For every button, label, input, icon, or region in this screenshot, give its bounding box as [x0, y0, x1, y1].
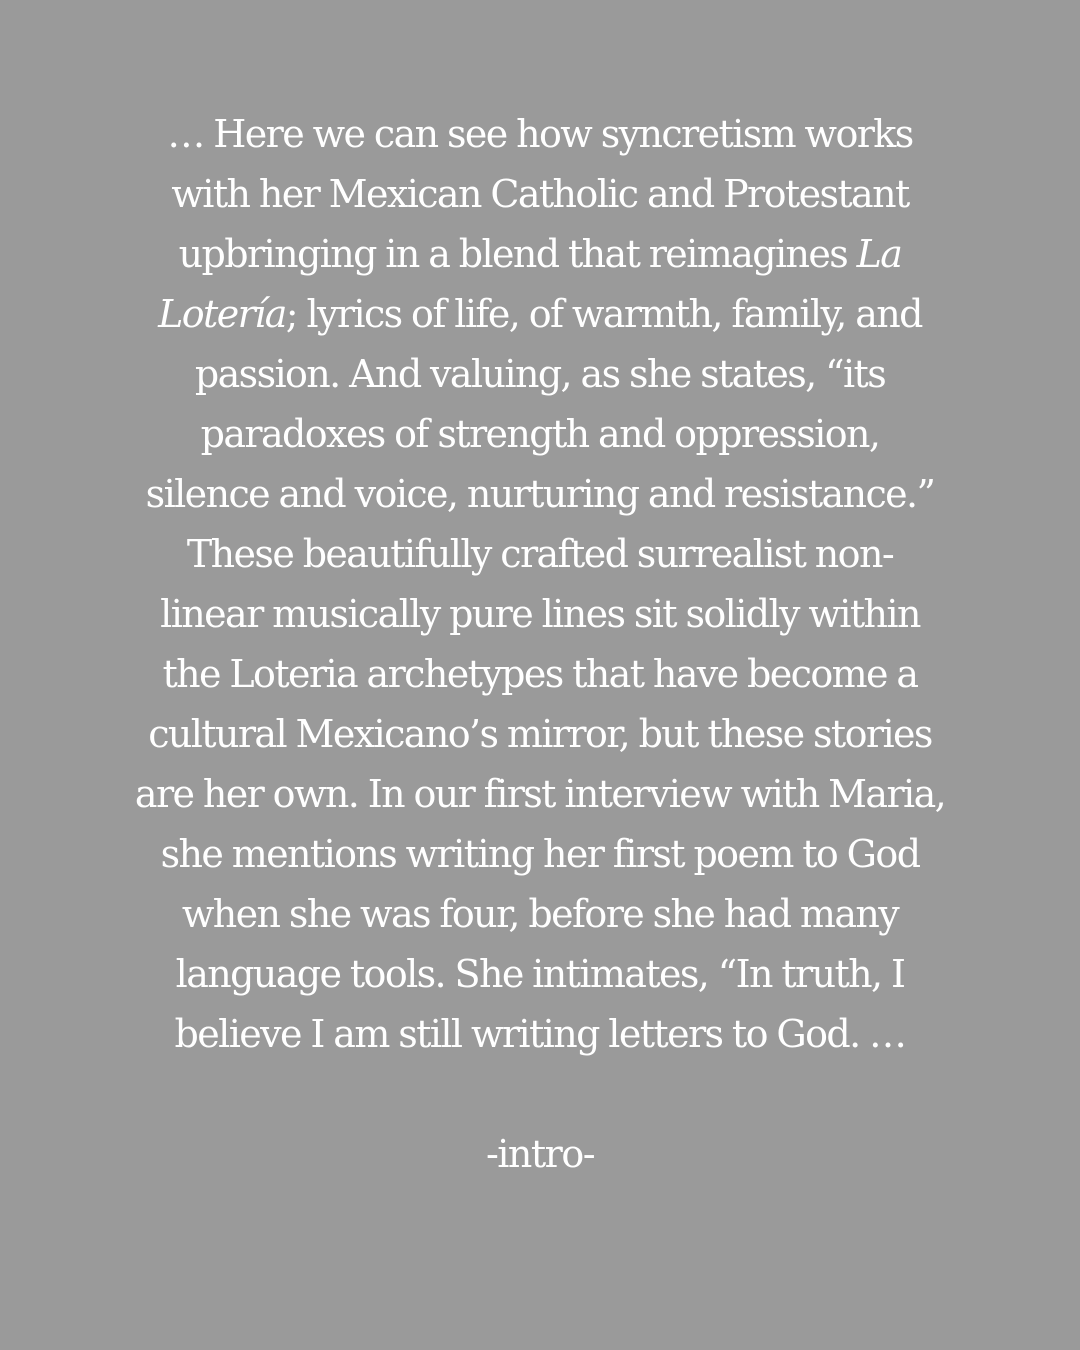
excerpt-line: with her Mexican Catholic and Protestant: [171, 172, 909, 216]
excerpt-text: [0, 104, 1080, 1064]
excerpt-line: … Here we can see how syncretism works: [167, 112, 913, 156]
excerpt-line-text: ; lyrics of life, of warmth, family, and: [285, 292, 922, 336]
excerpt-line: [0, 224, 1080, 284]
excerpt-line: when she was four, before she had many: [181, 892, 899, 936]
excerpt-line: cultural Mexicano’s mirror, but these stories: [148, 712, 932, 756]
excerpt-line: [0, 284, 1080, 344]
excerpt-line: passion. And valuing, as she states, “its: [194, 352, 886, 396]
excerpt-line: the Loteria archetypes that have become a: [162, 652, 918, 696]
excerpt-line: are her own. In our first interview with Maria,: [134, 772, 946, 816]
excerpt-line-text: upbringing in a blend that reimagines: [178, 232, 857, 276]
excerpt-line: believe I am still writing letters to God. …: [174, 1012, 906, 1056]
excerpt-line: language tools. She intimates, “In truth, I: [175, 952, 905, 996]
excerpt-line: she mentions writing her first poem to God: [160, 832, 920, 876]
excerpt-line: paradoxes of strength and oppression,: [200, 412, 880, 456]
excerpt-italic-title: Lotería: [158, 292, 286, 336]
excerpt-italic-title: La: [856, 232, 902, 276]
excerpt-line: These beautifully crafted surrealist non-: [186, 532, 894, 576]
excerpt-line: silence and voice, nurturing and resistance.”: [145, 472, 935, 516]
attribution-label: -intro-: [485, 1132, 595, 1176]
excerpt-line: linear musically pure lines sit solidly within: [160, 592, 920, 636]
